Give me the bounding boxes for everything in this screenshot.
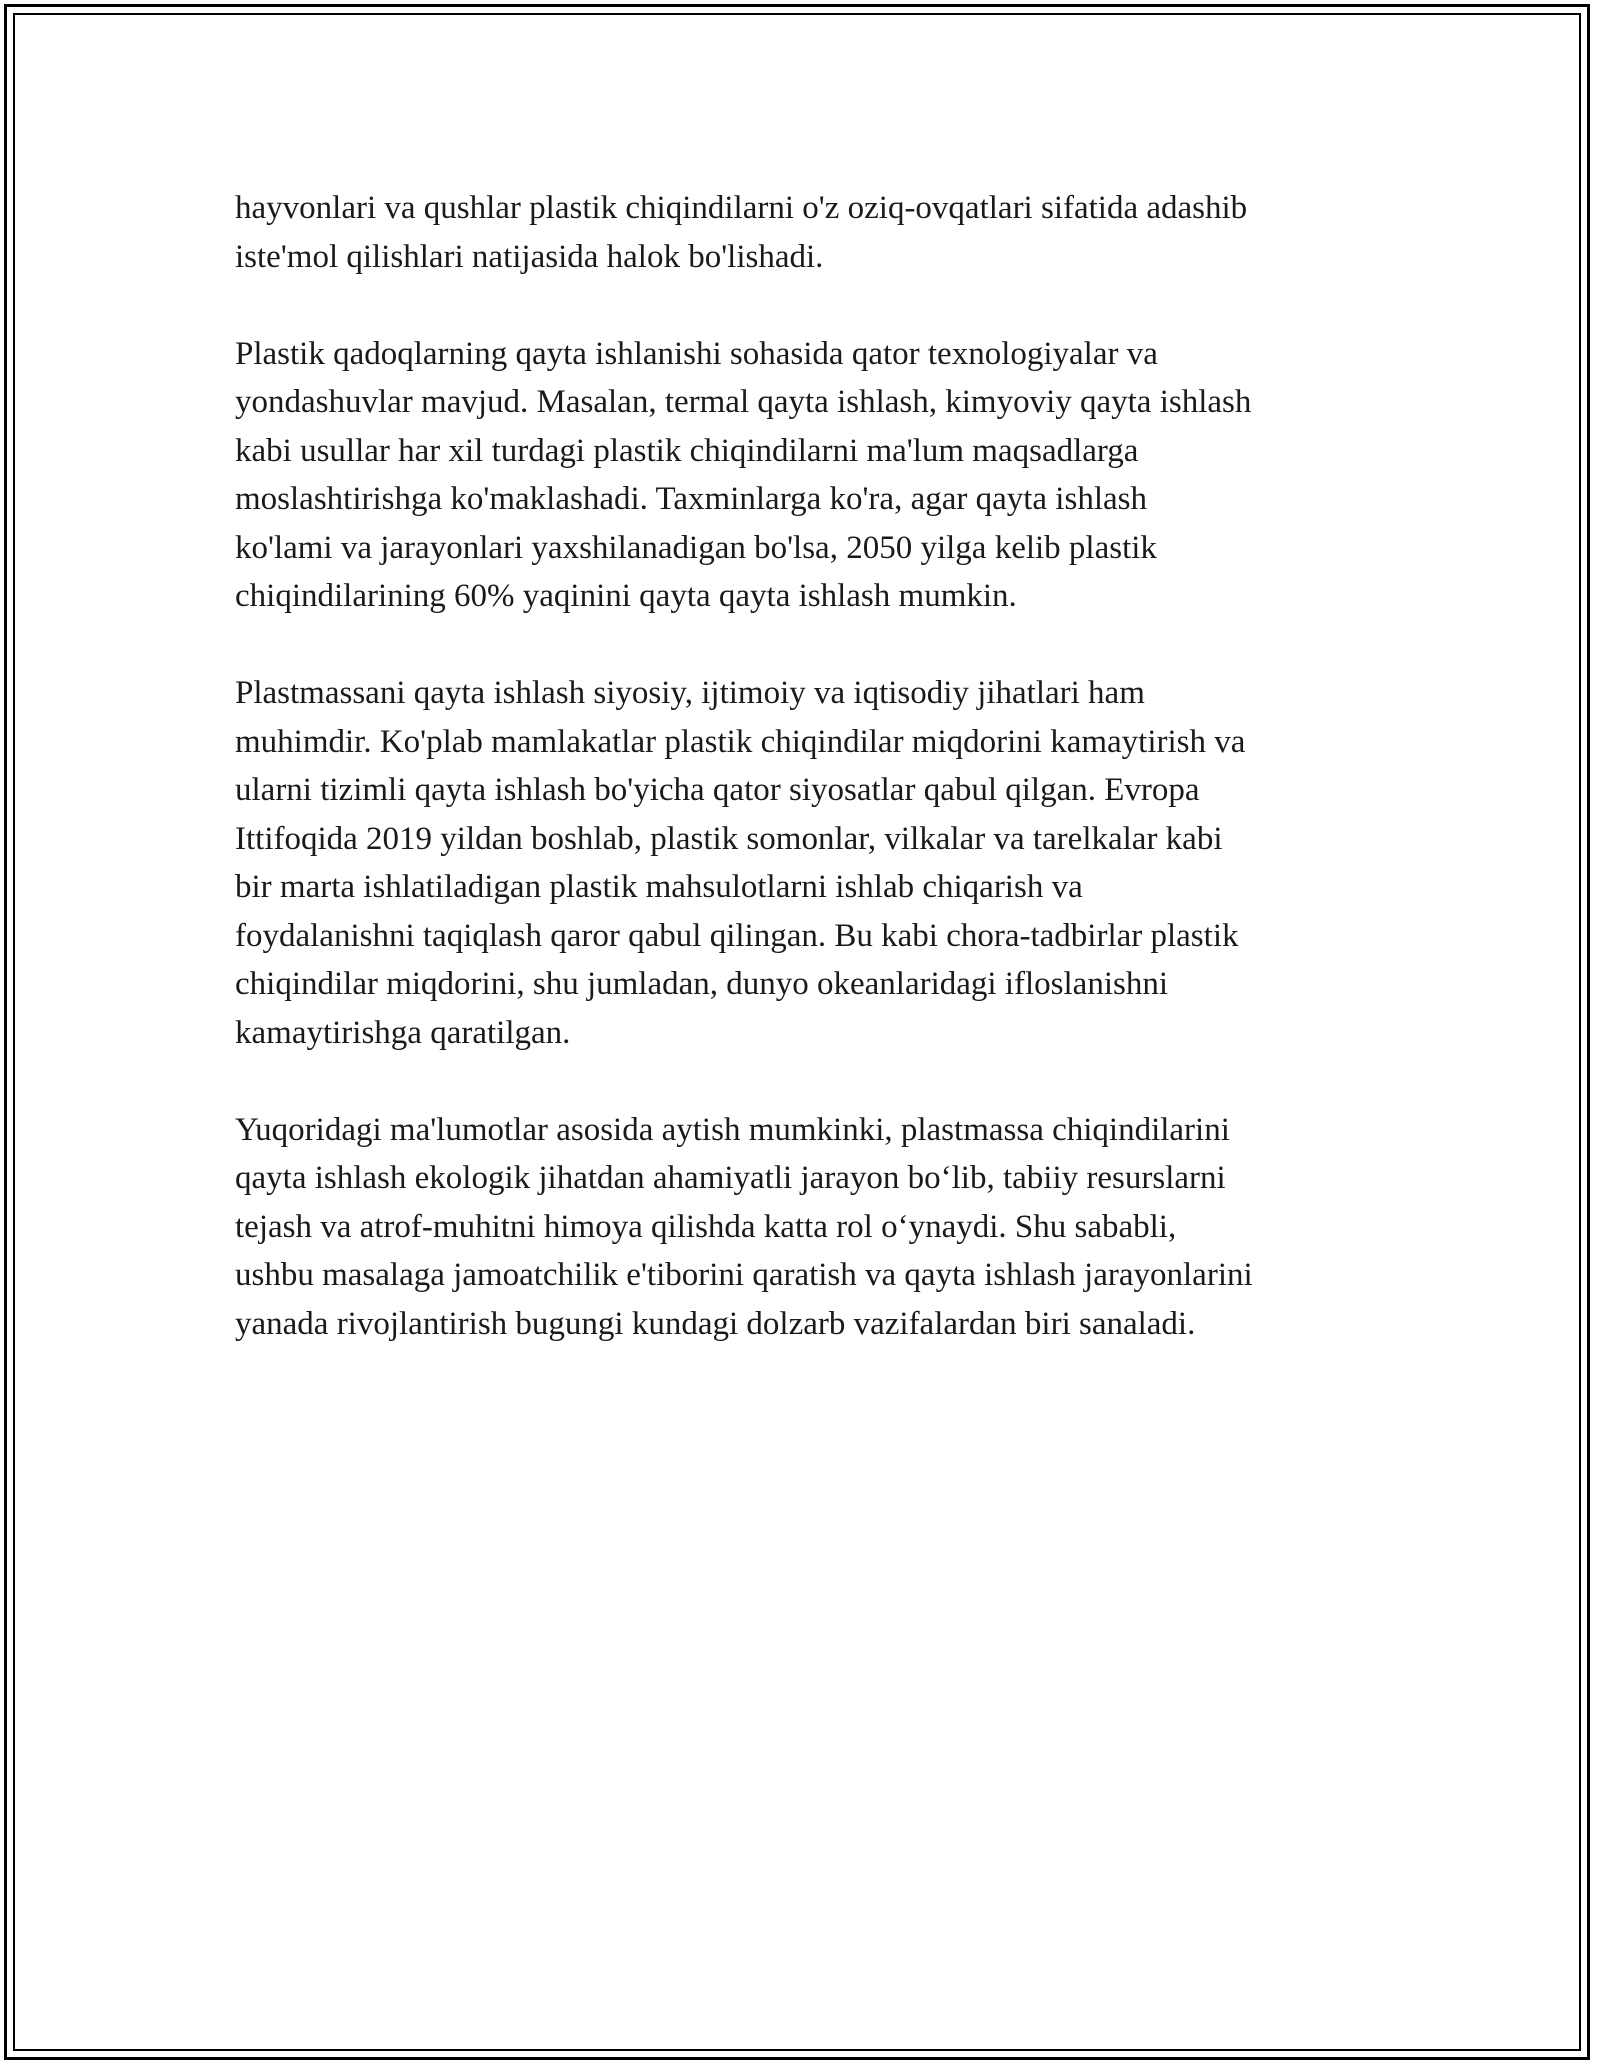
paragraph-1: hayvonlari va qushlar plastik chiqindilarni o'z oziq-ovqatlari sifatida adashib iste'mol qilishlari natijasida halok bo'lishadi. (235, 190, 1248, 275)
paragraph-2: Plastik qadoqlarning qayta ishlanishi sohasida qator texnologiyalar va yondashuvlar mavjud. Masalan, termal qayta ishlash, kimyoviy qayta ishlash kabi usullar har xil turdagi plastik chiqindilarni ma'lum maqsadlarga moslashtirishga ko'maklashadi. Taxminlarga ko'ra, agar qayta ishlash ko'lami va jarayonlari yaxshilanadigan bo'lsa, 2050 yilga kelib plastik chiqindilarining 60% yaqinini qayta qayta ishlash mumkin. (235, 335, 1252, 614)
paragraph-4: Yuqoridagi ma'lumotlar asosida aytish mumkinki, plastmassa chiqindilarini qayta ishlash ekologik jihatdan ahamiyatli jarayon bo‘lib, tabiiy resurslarni tejash va atrof-muhitni himoya qilishda katta rol o‘ynaydi. Shu sababli, ushbu masalaga jamoatchilik e'tiborini qaratish va qayta ishlash jarayonlarini yanada rivojlantirish bugungi kundagi dolzarb vazifalardan biri sanaladi. (235, 1111, 1253, 1342)
document-body (235, 184, 1385, 1397)
paragraph-3: Plastmassani qayta ishlash siyosiy, ijtimoiy va iqtisodiy jihatlari ham muhimdir. Ko'plab mamlakatlar plastik chiqindilar miqdorini kamaytirish va ularni tizimli qayta ishlash bo'yicha qator siyosatlar qabul qilgan. Evropa Ittifoqida 2019 yildan boshlab, plastik somonlar, vilkalar va tarelkalar kabi bir marta ishlatiladigan plastik mahsulotlarni ishlab chiqarish va foydalanishni taqiqlash qaror qabul qilingan. Bu kabi chora-tadbirlar plastik chiqindilar miqdorini, shu jumladan, dunyo okeanlaridagi ifloslanishni kamaytirishga qaratilgan. (235, 675, 1246, 1051)
